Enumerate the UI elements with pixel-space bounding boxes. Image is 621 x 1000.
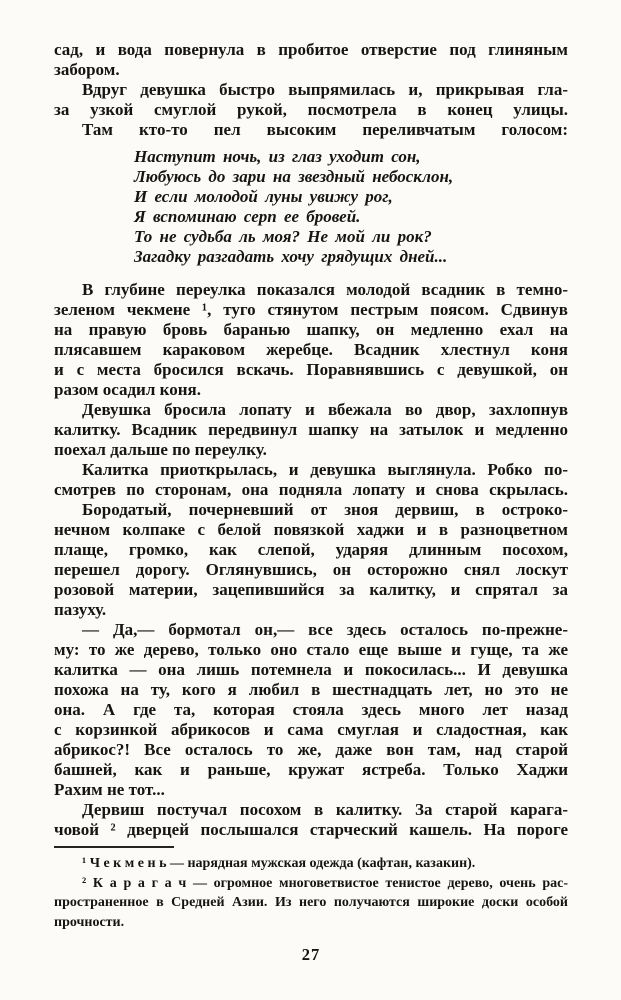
- paragraph: [54, 280, 568, 400]
- paragraph: [54, 40, 568, 80]
- paragraph: [54, 800, 568, 840]
- text-line: поехал дальше по переулку.: [54, 440, 267, 459]
- text-line: на правую бровь баранью шапку, он медленно ехал на: [54, 320, 568, 339]
- text-line: и с места бросился вскачь. Поравнявшись с девушкой, он: [54, 360, 568, 379]
- verse-line: Наступит ночь, из глаз уходит сон,: [134, 147, 421, 166]
- text-line: — Да,— бормотал он,— все здесь осталось по-прежне-: [82, 620, 568, 639]
- footnote: [54, 874, 568, 933]
- paragraph: [54, 460, 568, 500]
- text-line: перешел дорогу. Оглянувшись, он осторожно снял лоскут: [54, 560, 568, 579]
- footnote: [54, 854, 568, 874]
- text-line: пазуху.: [54, 600, 107, 619]
- footnote-line: прочности.: [54, 914, 125, 930]
- footnote-separator: [54, 846, 174, 848]
- page-number: 27: [301, 945, 321, 964]
- footnote-line: ¹ Ч е к м е н ь — нарядная мужская одежда (кафтан, казакин).: [82, 856, 476, 871]
- footnote-line: ² К а р а г а ч — огромное многоветвистое тенистое дерево, очень рас-: [82, 875, 568, 891]
- text-line: нечном колпаке с белой повязкой хаджи и в разноцветном: [54, 520, 568, 539]
- text-line: Там кто-то пел высоким переливчатым голосом:: [82, 120, 568, 139]
- text-line: плаще, громко, как слепой, ударяя длинным посохом,: [54, 540, 568, 559]
- verse-line: Загадку разгадать хочу грядущих дней...: [134, 247, 448, 266]
- page-body: [54, 40, 568, 965]
- song-verse: [134, 147, 568, 267]
- text-line: зеленом чекмене ¹, туго стянутом пестрым поясом. Сдвинув: [54, 300, 568, 319]
- text-line: Калитка приоткрылась, и девушка выглянула. Робко по-: [82, 460, 568, 479]
- text-line: Бородатый, почерневший от зноя дервиш, в остроко-: [82, 500, 568, 519]
- text-line: плясавшем караковом жеребце. Всадник хлестнул коня: [54, 340, 568, 359]
- text-line: абрикос?! Все осталось то же, даже вон там, над старой: [54, 740, 568, 759]
- footnote-line: пространенное в Средней Азии. Из него получаются широкие доски особой: [54, 895, 568, 910]
- verse-line: Я вспоминаю серп ее бровей.: [134, 207, 361, 226]
- text-line: Вдруг девушка быстро выпрямилась и, прикрывая гла-: [82, 80, 568, 99]
- verse-line: И если молодой луны увижу рог,: [134, 187, 393, 206]
- text-line: за узкой смуглой рукой, посмотрела в конец улицы.: [54, 100, 568, 119]
- text-line: сад, и вода повернула в пробитое отверстие под глиняным: [54, 40, 568, 59]
- verse-line: Любуюсь до зари на звездный небосклон,: [134, 167, 454, 186]
- text-line: човой ² дверцей послышался старческий кашель. На пороге: [54, 820, 568, 839]
- paragraph: [54, 80, 568, 120]
- text-line: Девушка бросила лопату и вбежала во двор, захлопнув: [82, 400, 568, 419]
- text-line: Рахим не тот...: [54, 780, 165, 799]
- text-line: В глубине переулка показался молодой всадник в темно-: [82, 280, 568, 299]
- paragraph: [54, 400, 568, 460]
- text-line: похожа на ту, кого я любил в шестнадцать лет, но это не: [54, 680, 568, 699]
- text-line: розовой материи, зацепившийся за калитку, и спрятал за: [54, 580, 568, 599]
- paragraph: [54, 620, 568, 800]
- footnotes-section: [54, 846, 568, 932]
- text-line: смотрев по сторонам, она подняла лопату и снова скрылась.: [54, 480, 568, 499]
- text-line: с корзинкой абрикосов и сама смуглая и сладостная, как: [54, 720, 568, 739]
- verse-line: То не судьба ль моя? Не мой ли рок?: [134, 227, 432, 246]
- text-line: разом осадил коня.: [54, 380, 201, 399]
- text-line: забором.: [54, 60, 120, 79]
- text-line: му: то же дерево, только оно стало еще выше и гуще, та же: [54, 640, 568, 659]
- text-line: Дервиш постучал посохом в калитку. За старой карага-: [82, 800, 568, 819]
- text-line: башней, как и раньше, кружат ястреба. Только Хаджи: [54, 760, 568, 779]
- paragraph: [54, 120, 568, 140]
- text-line: она. А где та, которая стояла здесь много лет назад: [54, 700, 568, 719]
- text-line: калитка — она лишь потемнела и покосилась... И девушка: [54, 660, 568, 679]
- text-line: калитку. Всадник передвинул шапку на затылок и медленно: [54, 420, 568, 439]
- paragraph: [54, 500, 568, 620]
